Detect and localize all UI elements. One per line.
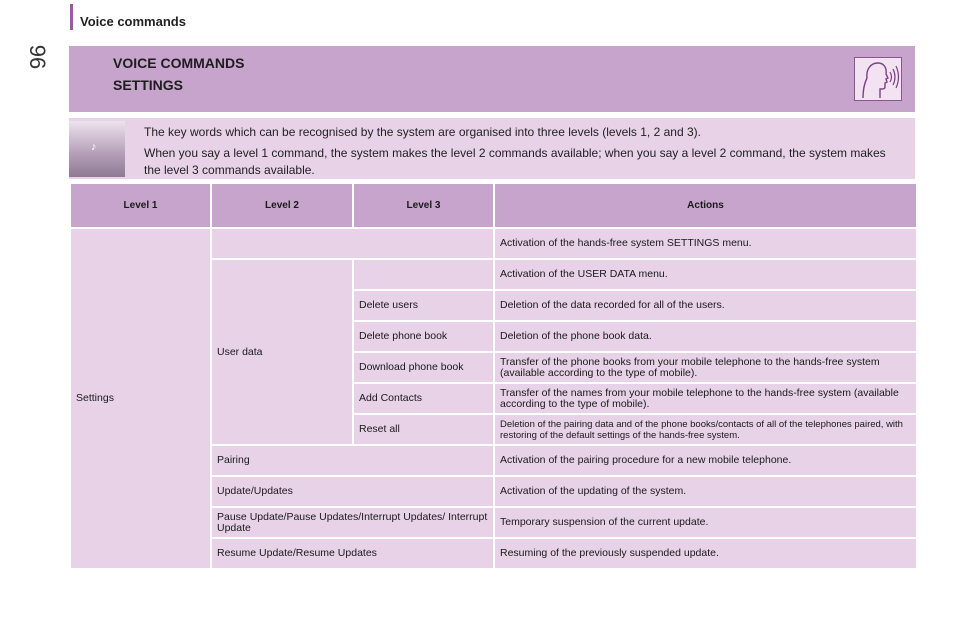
header-level2: Level 2 <box>211 183 353 228</box>
level3-cell: Add Contacts <box>353 383 494 414</box>
page-header <box>69 46 915 112</box>
level3-cell: Delete phone book <box>353 321 494 352</box>
empty-cell <box>211 228 494 259</box>
level3-cell: Delete users <box>353 290 494 321</box>
action-cell: Activation of the hands-free system SETTINGS menu. <box>494 228 917 259</box>
action-cell: Deletion of the phone book data. <box>494 321 917 352</box>
intro-paragraph: The key words which can be recognised by the system are organised into three levels (levels 1, 2 and 3). <box>144 125 701 139</box>
page-number: 96 <box>25 44 50 70</box>
header-actions: Actions <box>494 183 917 228</box>
level2-cell: Pause Update/Pause Updates/Interrupt Updates/ Interrupt Update <box>211 507 494 538</box>
level3-cell: Reset all <box>353 414 494 445</box>
action-cell: Activation of the updating of the system. <box>494 476 917 507</box>
level2-cell: Update/Updates <box>211 476 494 507</box>
speaking-head-icon <box>854 57 902 101</box>
level2-cell: Pairing <box>211 445 494 476</box>
info-thumbnail-icon: ♪ <box>69 121 125 177</box>
action-cell: Activation of the pairing procedure for a new mobile telephone. <box>494 445 917 476</box>
table-row <box>70 228 917 259</box>
voice-commands-table <box>69 182 918 570</box>
action-cell: Resuming of the previously suspended update. <box>494 538 917 569</box>
action-cell: Deletion of the pairing data and of the phone books/contacts of all of the telephones paired, with restoring of the default settings of the hands-free system. <box>494 414 917 445</box>
header-level3: Level 3 <box>353 183 494 228</box>
action-cell: Transfer of the names from your mobile telephone to the hands-free system (available according to the type of mobile). <box>494 383 917 414</box>
header-level1: Level 1 <box>70 183 211 228</box>
action-cell: Deletion of the data recorded for all of the users. <box>494 290 917 321</box>
intro-paragraph: When you say a level 1 command, the system makes the level 2 commands available; when you say a level 2 command, the system makes the level 3 commands available. <box>144 146 886 177</box>
section-marker <box>70 4 73 30</box>
action-cell: Temporary suspension of the current update. <box>494 507 917 538</box>
level1-cell: Settings <box>70 228 211 569</box>
level2-cell: Resume Update/Resume Updates <box>211 538 494 569</box>
level3-cell: Download phone book <box>353 352 494 383</box>
page-title: VOICE COMMANDS <box>113 55 245 71</box>
table-header-row <box>70 183 917 228</box>
empty-cell <box>353 259 494 290</box>
action-cell: Transfer of the phone books from your mobile telephone to the hands-free system (available according to the type of mobile). <box>494 352 917 383</box>
intro-panel <box>69 118 915 179</box>
level2-cell: User data <box>211 259 353 445</box>
section-title: Voice commands <box>80 14 186 29</box>
action-cell: Activation of the USER DATA menu. <box>494 259 917 290</box>
page-subtitle: SETTINGS <box>113 77 184 93</box>
